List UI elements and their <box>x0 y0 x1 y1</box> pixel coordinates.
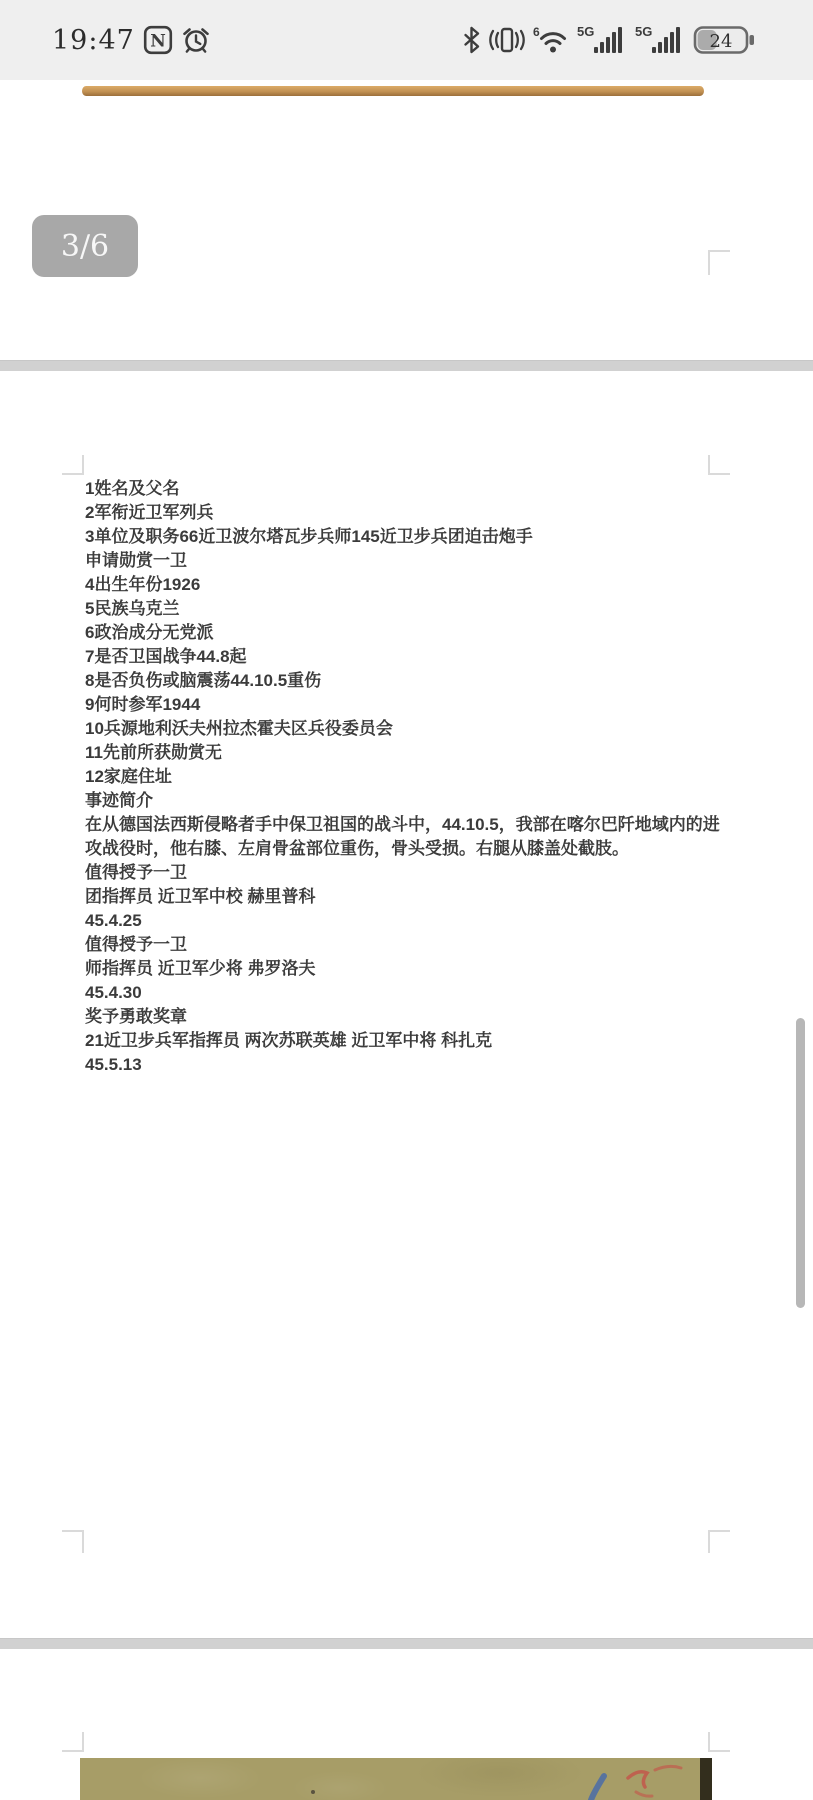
doc-line: 3单位及职务66近卫波尔塔瓦步兵师145近卫步兵团迫击炮手 <box>85 527 533 546</box>
handwriting-marks <box>80 1758 712 1800</box>
signal-5g-icon-2 <box>635 23 685 57</box>
doc-line: 值得授予一卫 <box>85 863 187 882</box>
doc-line: 7是否卫国战争44.8起 <box>85 647 247 666</box>
doc-line: 1姓名及父名 <box>85 479 180 498</box>
doc-line: 值得授予一卫 <box>85 935 187 954</box>
wifi-6-icon <box>533 25 569 55</box>
doc-line: 45.5.13 <box>85 1055 142 1074</box>
battery-icon <box>693 24 755 56</box>
svg-text:6: 6 <box>533 25 540 39</box>
scrollbar-thumb[interactable] <box>796 1018 805 1308</box>
crop-mark-prevpage-bottom-right <box>708 250 730 275</box>
doc-line: 45.4.25 <box>85 911 142 930</box>
svg-text:5G: 5G <box>577 24 595 39</box>
previous-photo-bottom-edge <box>82 86 704 96</box>
page-indicator-badge: 3/6 <box>32 215 138 277</box>
clock-text: 19:47 <box>52 24 135 56</box>
crop-mark-bottom-left <box>62 1530 84 1553</box>
crop-mark-bottom-right <box>708 1530 730 1553</box>
bluetooth-icon <box>462 25 481 55</box>
doc-line: 5民族乌克兰 <box>85 599 180 618</box>
status-bar-left <box>52 25 211 55</box>
doc-line: 45.4.30 <box>85 983 142 1002</box>
doc-line: 4出生年份1926 <box>85 575 201 594</box>
crop-mark-nextpage-top-left <box>62 1732 84 1752</box>
doc-line: 21近卫步兵军指挥员 两次苏联英雄 近卫军中将 科扎克 <box>85 1031 493 1050</box>
battery-percent-text: 24 <box>709 31 733 52</box>
page-divider-bottom <box>0 1638 813 1649</box>
doc-line: 9何时参军1944 <box>85 695 201 714</box>
svg-text:5G: 5G <box>635 24 653 39</box>
nfc-icon <box>143 25 173 55</box>
doc-line: 6政治成分无党派 <box>85 623 214 642</box>
doc-line: 事迹简介 <box>85 791 153 810</box>
status-bar <box>0 0 813 80</box>
doc-line: 10兵源地利沃夫州拉杰霍夫区兵役委员会 <box>85 719 393 738</box>
doc-line: 师指挥员 近卫军少将 弗罗洛夫 <box>85 959 316 978</box>
crop-mark-nextpage-top-right <box>708 1732 730 1752</box>
doc-line: 12家庭住址 <box>85 767 172 786</box>
alarm-clock-icon <box>181 25 211 55</box>
crop-mark-top-right <box>708 455 730 475</box>
signal-5g-icon-1 <box>577 23 627 57</box>
doc-line: 奖予勇敢奖章 <box>85 1007 187 1026</box>
doc-line: 2军衔近卫军列兵 <box>85 503 214 522</box>
document-text <box>85 477 720 1077</box>
doc-line: 在从德国法西斯侵略者手中保卫祖国的战斗中，44.10.5，我部在喀尔巴阡地域内的进 <box>85 815 720 834</box>
crop-mark-top-left <box>62 455 84 475</box>
doc-line: 申请勋赏一卫 <box>85 551 187 570</box>
status-bar-right <box>462 23 755 57</box>
doc-line: 团指挥员 近卫军中校 赫里普科 <box>85 887 316 906</box>
next-photo-top-edge <box>80 1758 712 1800</box>
svg-text:N: N <box>150 31 166 52</box>
page-divider-top <box>0 360 813 371</box>
doc-line: 11先前所获勋赏无 <box>85 743 222 762</box>
doc-line: 攻战役时，他右膝、左肩骨盆部位重伤，骨头受损。右腿从膝盖处截肢。 <box>85 839 629 858</box>
vibrate-mode-icon <box>489 25 525 55</box>
doc-line: 8是否负伤或脑震荡44.10.5重伤 <box>85 671 322 690</box>
